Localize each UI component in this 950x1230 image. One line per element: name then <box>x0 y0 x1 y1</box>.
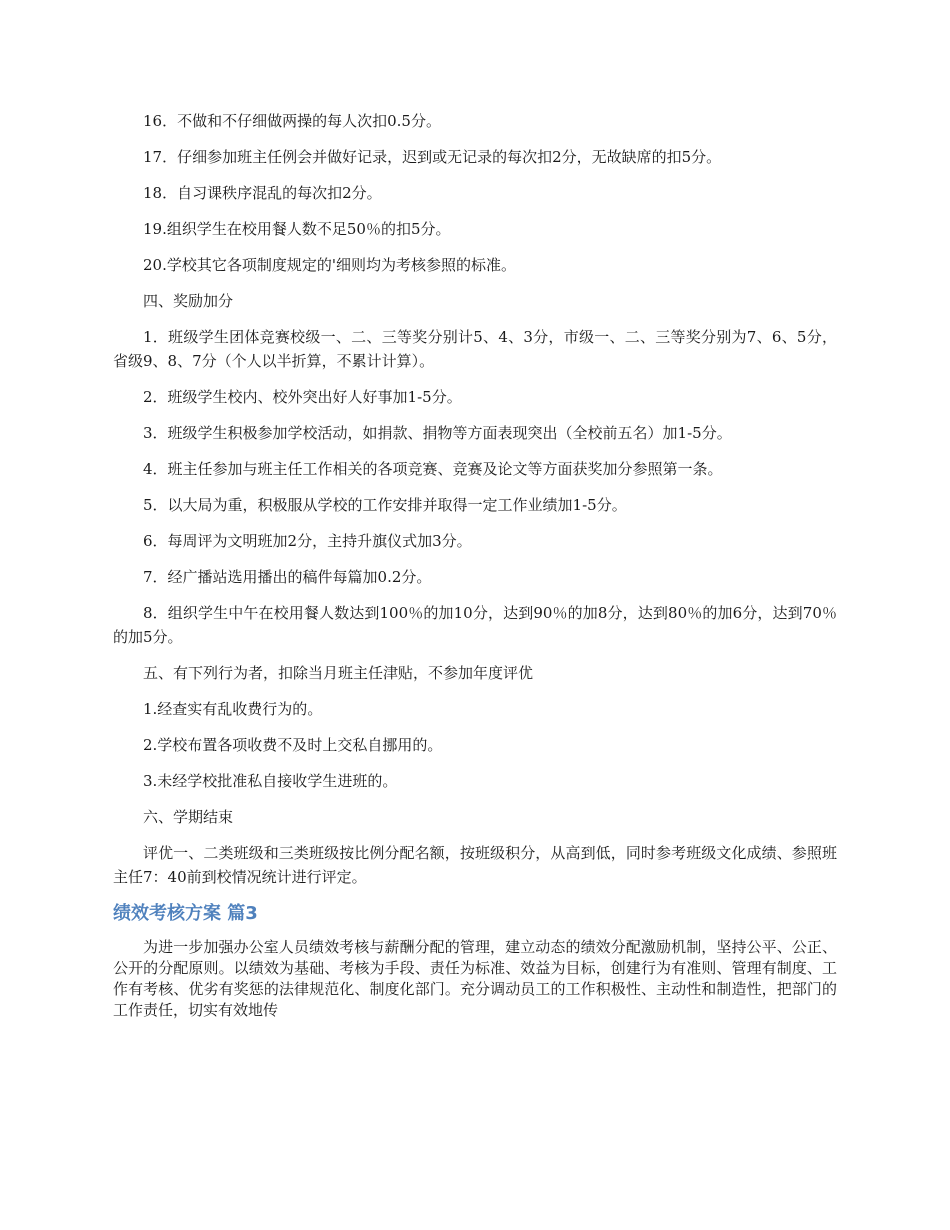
paragraph: 3．班级学生积极参加学校活动，如捐款、捐物等方面表现突出（全校前五名）加1-5分。 <box>143 424 732 442</box>
paragraph: 19.组织学生在校用餐人数不足50％的扣5分。 <box>143 220 451 238</box>
paragraph: 17．仔细参加班主任例会并做好记录，迟到或无记录的每次扣2分，无故缺席的扣5分。 <box>143 148 722 166</box>
paragraph: 1.经查实有乱收费行为的。 <box>143 700 323 718</box>
document-page <box>113 109 837 1033</box>
paragraph: 18．自习课秩序混乱的每次扣2分。 <box>143 184 382 202</box>
paragraph: 4．班主任参加与班主任工作相关的各项竞赛、竞赛及论文等方面获奖加分参照第一条。 <box>143 460 723 478</box>
paragraph: 3.未经学校批准私自接收学生进班的。 <box>143 772 398 790</box>
paragraph: 7．经广播站选用播出的稿件每篇加0.2分。 <box>143 568 432 586</box>
section-heading: 六、学期结束 <box>143 808 234 826</box>
paragraph: 5．以大局为重，积极服从学校的工作安排并取得一定工作业绩加1-5分。 <box>143 496 627 514</box>
paragraph: 2．班级学生校内、校外突出好人好事加1-5分。 <box>143 388 462 406</box>
paragraph: 20.学校其它各项制度规定的'细则均为考核参照的标准。 <box>143 256 516 274</box>
paragraph: 8．组织学生中午在校用餐人数达到100％的加10分，达到90％的加8分，达到80％的加6分，达到70％的加5分。 <box>113 604 837 646</box>
paragraph: 6．每周评为文明班加2分，主持升旗仪式加3分。 <box>143 532 472 550</box>
article-heading: 绩效考核方案 篇3 <box>113 903 258 924</box>
section-heading: 四、奖励加分 <box>143 292 234 310</box>
paragraph: 2.学校布置各项收费不及时上交私自挪用的。 <box>143 736 443 754</box>
paragraph: 1．班级学生团体竞赛校级一、二、三等奖分别计5、4、3分，市级一、二、三等奖分别为7、6、5分，省级9、8、7分（个人以半折算，不累计计算）。 <box>113 328 837 370</box>
paragraph: 评优一、二类班级和三类班级按比例分配名额，按班级积分，从高到低，同时参考班级文化成绩、参照班主任7：40前到校情况统计进行评定。 <box>113 844 837 886</box>
intro-paragraph: 为进一步加强办公室人员绩效考核与薪酬分配的管理，建立动态的绩效分配激励机制，坚持公平、公正、公开的分配原则。以绩效为基础、考核为手段、责任为标准、效益为目标，创建行为有准则、管理有制度、工作有考核、优劣有奖惩的法律规范化、制度化部门。充分调动员工的工作积极性、主动性和制造性，把部门的工作责任，切实有效地传 <box>113 938 837 1019</box>
section-heading: 五、有下列行为者，扣除当月班主任津贴，不参加年度评优 <box>143 664 534 682</box>
paragraph: 16．不做和不仔细做两操的每人次扣0.5分。 <box>143 112 441 130</box>
